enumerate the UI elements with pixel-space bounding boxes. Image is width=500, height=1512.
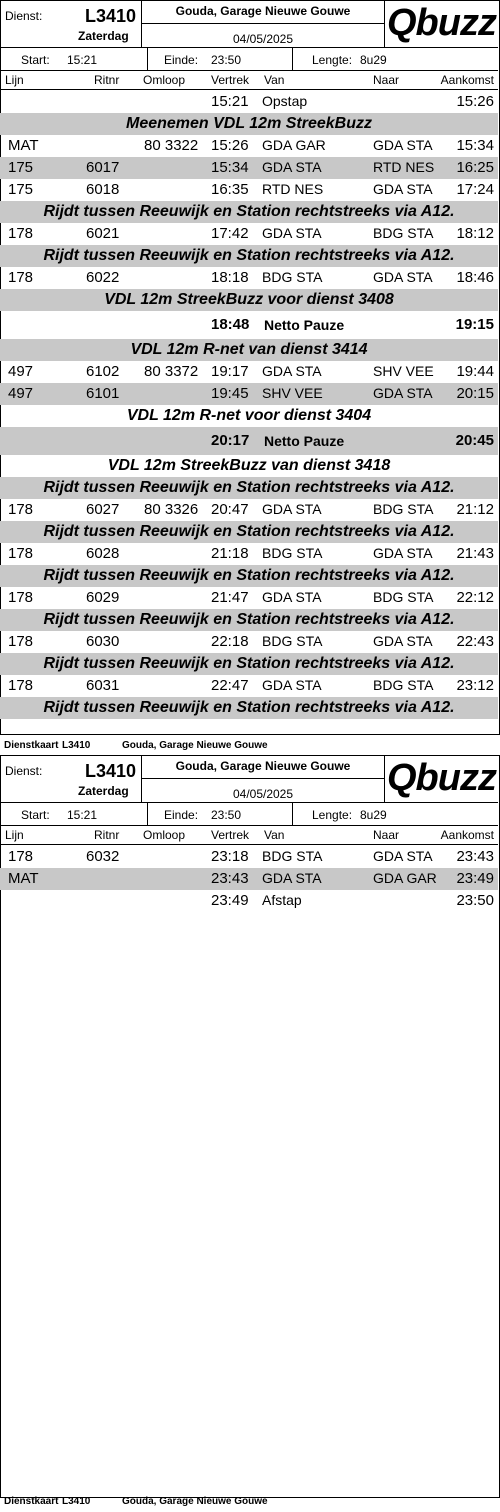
cell-ritnr: 6030 [86, 633, 120, 650]
trip-row [0, 675, 498, 697]
footer-location: Gouda, Garage Nieuwe Gouwe [122, 740, 268, 751]
cell-aankomst: 23:43 [456, 848, 494, 865]
cell-ritnr: 6032 [86, 848, 120, 865]
cell-naar: BDG STA [373, 677, 434, 693]
cell-lijn: 178 [8, 633, 34, 650]
cell-van: SHV VEE [262, 385, 323, 401]
location-title: Gouda, Garage Nieuwe Gouwe [142, 755, 384, 779]
cell-van: GDA STA [262, 870, 322, 886]
cell-vertrek: 21:18 [211, 545, 249, 562]
cell-omloop: 80 3372 [144, 363, 199, 380]
cell-naar: BDG STA [373, 225, 434, 241]
pause-end: 19:15 [455, 316, 494, 333]
pause-label: Netto Pauze [264, 317, 345, 333]
cell-van: GDA STA [262, 225, 322, 241]
pause-label: Netto Pauze [264, 433, 345, 449]
pause-row [0, 427, 498, 455]
note-row: Rijdt tussen Reeuwijk en Station rechtstreeks via A12. [0, 521, 498, 543]
trip-row [0, 135, 498, 157]
cell-aankomst: 18:46 [456, 269, 494, 286]
dienst-code: L3410 [85, 6, 137, 26]
page-footer [0, 740, 500, 754]
pause-start: 20:17 [211, 432, 250, 449]
lengte-value: 8u29 [360, 53, 387, 67]
cell-naar: RTD NES [373, 159, 435, 175]
cell-vertrek: 18:18 [211, 269, 249, 286]
trip-row [0, 631, 498, 653]
cell-van: BDG STA [262, 545, 323, 561]
cell-lijn: MAT [8, 870, 39, 887]
trip-row [0, 91, 498, 113]
trip-row [0, 890, 498, 912]
note-row: Rijdt tussen Reeuwijk en Station rechtstreeks via A12. [0, 565, 498, 587]
col-van: Van [264, 73, 285, 87]
cell-aankomst: 23:50 [456, 892, 494, 909]
shift-info-bar [0, 802, 498, 826]
col-vertrek: Vertrek [211, 828, 250, 842]
cell-ritnr: 6028 [86, 545, 120, 562]
einde-value: 23:50 [211, 808, 242, 822]
cell-van: BDG STA [262, 848, 323, 864]
cell-vertrek: 19:45 [211, 385, 249, 402]
cell-ritnr: 6101 [86, 385, 120, 402]
cell-aankomst: 20:15 [456, 385, 494, 402]
pause-start: 18:48 [211, 316, 250, 333]
cell-ritnr: 6021 [86, 225, 120, 242]
trip-row [0, 543, 498, 565]
cell-van: BDG STA [262, 269, 323, 285]
cell-ritnr: 6017 [86, 159, 120, 176]
cell-ritnr: 6031 [86, 677, 120, 694]
cell-aankomst: 21:12 [456, 501, 494, 518]
footer-label: Dienstkaart [4, 1496, 59, 1507]
note-row: Rijdt tussen Reeuwijk en Station rechtstreeks via A12. [0, 609, 498, 631]
cell-lijn: 175 [8, 181, 34, 198]
dienst-day: Zaterdag [78, 784, 129, 798]
cell-naar: GDA STA [373, 545, 433, 561]
cell-naar: BDG STA [373, 589, 434, 605]
trip-row [0, 223, 498, 245]
cell-aankomst: 23:12 [456, 677, 494, 694]
trip-row [0, 868, 498, 890]
cell-aankomst: 21:43 [456, 545, 494, 562]
cell-lijn: 497 [8, 385, 34, 402]
footer-label: Dienstkaart [4, 740, 59, 751]
trip-row [0, 179, 498, 201]
cell-vertrek: 17:42 [211, 225, 249, 242]
note-row: Rijdt tussen Reeuwijk en Station rechtstreeks via A12. [0, 653, 498, 675]
col-lijn: Lijn [5, 828, 24, 842]
footer-code: L3410 [62, 740, 91, 751]
col-naar: Naar [373, 73, 400, 87]
start-label: Start: [21, 808, 50, 822]
cell-vertrek: 23:43 [211, 870, 249, 887]
cell-van: GDA STA [262, 589, 322, 605]
page-footer [0, 1496, 500, 1510]
col-aankomst: Aankomst [440, 828, 494, 842]
footer-location: Gouda, Garage Nieuwe Gouwe [122, 1496, 268, 1507]
cell-van: GDA STA [262, 159, 322, 175]
shift-info-bar [0, 47, 498, 71]
cell-van: GDA STA [262, 363, 322, 379]
cell-aankomst: 22:12 [456, 589, 494, 606]
pause-row [0, 311, 498, 339]
cell-naar: GDA STA [373, 269, 433, 285]
cell-aankomst: 19:44 [456, 363, 494, 380]
cell-vertrek: 20:47 [211, 501, 249, 518]
cell-ritnr: 6102 [86, 363, 120, 380]
cell-lijn: 178 [8, 225, 34, 242]
col-van: Van [264, 828, 285, 842]
cell-vertrek: 23:49 [211, 892, 249, 909]
cell-ritnr: 6018 [86, 181, 120, 198]
lengte-label: Lengte: [312, 808, 353, 822]
note-row: Meenemen VDL 12m StreekBuzz [0, 113, 498, 135]
cell-naar: GDA STA [373, 633, 433, 649]
cell-lijn: 178 [8, 848, 34, 865]
cell-naar: GDA STA [373, 848, 433, 864]
trip-row [0, 267, 498, 289]
einde-label: Einde: [164, 808, 199, 822]
note-row: Rijdt tussen Reeuwijk en Station rechtstreeks via A12. [0, 477, 498, 499]
trip-row [0, 846, 498, 868]
trip-row [0, 499, 498, 521]
cell-vertrek: 23:18 [211, 848, 249, 865]
note-row: Rijdt tussen Reeuwijk en Station rechtstreeks via A12. [0, 245, 498, 267]
divider [292, 48, 293, 70]
qbuzz-logo: Qbuzz [387, 757, 496, 799]
trip-row [0, 157, 498, 179]
dienstkaart-page-1 [0, 0, 500, 735]
cell-naar: GDA STA [373, 385, 433, 401]
cell-lijn: MAT [8, 137, 39, 154]
divider [147, 48, 148, 70]
cell-vertrek: 15:21 [211, 93, 249, 110]
trip-row [0, 383, 498, 405]
cell-vertrek: 22:18 [211, 633, 249, 650]
start-value: 15:21 [67, 53, 98, 67]
cell-ritnr: 6027 [86, 501, 120, 518]
cell-vertrek: 15:34 [211, 159, 249, 176]
cell-van: Afstap [262, 892, 302, 908]
dienst-label: Dienst: [5, 764, 43, 778]
cell-aankomst: 15:26 [456, 93, 494, 110]
cell-van: BDG STA [262, 633, 323, 649]
cell-omloop: 80 3326 [144, 501, 199, 518]
page-header [0, 755, 498, 802]
start-value: 15:21 [67, 808, 98, 822]
col-omloop: Omloop [143, 73, 186, 87]
col-vertrek: Vertrek [211, 73, 250, 87]
column-header [0, 71, 498, 90]
qbuzz-logo: Qbuzz [387, 2, 496, 44]
cell-vertrek: 15:26 [211, 137, 249, 154]
cell-vertrek: 19:17 [211, 363, 249, 380]
note-row: Rijdt tussen Reeuwijk en Station rechtstreeks via A12. [0, 201, 498, 223]
cell-van: GDA GAR [262, 137, 326, 153]
column-header [0, 826, 498, 845]
trip-row [0, 587, 498, 609]
pause-end: 20:45 [455, 432, 494, 449]
cell-vertrek: 22:47 [211, 677, 249, 694]
divider [292, 803, 293, 825]
dienst-label: Dienst: [5, 9, 43, 23]
cell-aankomst: 17:24 [456, 181, 494, 198]
dienst-code: L3410 [85, 761, 137, 781]
cell-naar: GDA GAR [373, 870, 437, 886]
cell-lijn: 175 [8, 159, 34, 176]
cell-ritnr: 6022 [86, 269, 120, 286]
dienstkaart-page-2 [0, 755, 500, 1498]
cell-naar: GDA STA [373, 137, 433, 153]
cell-vertrek: 21:47 [211, 589, 249, 606]
cell-aankomst: 23:49 [456, 870, 494, 887]
cell-naar: BDG STA [373, 501, 434, 517]
dienst-day: Zaterdag [78, 29, 129, 43]
cell-van: GDA STA [262, 501, 322, 517]
page-header [0, 0, 498, 47]
col-ritnr: Ritnr [94, 828, 120, 842]
trip-row [0, 361, 498, 383]
note-row: Rijdt tussen Reeuwijk en Station rechtstreeks via A12. [0, 697, 498, 719]
cell-aankomst: 15:34 [456, 137, 494, 154]
cell-van: Opstap [262, 93, 308, 109]
lengte-label: Lengte: [312, 53, 353, 67]
cell-lijn: 178 [8, 677, 34, 694]
lengte-value: 8u29 [360, 808, 387, 822]
cell-naar: GDA STA [373, 181, 433, 197]
col-lijn: Lijn [5, 73, 24, 87]
note-row: VDL 12m R-net voor dienst 3404 [126, 407, 372, 424]
footer-code: L3410 [62, 1496, 91, 1507]
cell-lijn: 497 [8, 363, 34, 380]
einde-value: 23:50 [211, 53, 242, 67]
cell-van: RTD NES [262, 181, 324, 197]
start-label: Start: [21, 53, 50, 67]
divider [147, 803, 148, 825]
location-title: Gouda, Garage Nieuwe Gouwe [142, 0, 384, 24]
cell-lijn: 178 [8, 589, 34, 606]
col-ritnr: Ritnr [94, 73, 120, 87]
cell-lijn: 178 [8, 545, 34, 562]
cell-lijn: 178 [8, 269, 34, 286]
einde-label: Einde: [164, 53, 199, 67]
cell-vertrek: 16:35 [211, 181, 249, 198]
note-row: VDL 12m StreekBuzz voor dienst 3408 [0, 289, 498, 311]
service-date: 04/05/2025 [232, 787, 294, 801]
cell-ritnr: 6029 [86, 589, 120, 606]
col-omloop: Omloop [143, 828, 186, 842]
cell-lijn: 178 [8, 501, 34, 518]
service-date: 04/05/2025 [232, 32, 294, 46]
cell-naar: SHV VEE [373, 363, 434, 379]
col-naar: Naar [373, 828, 400, 842]
note-row: VDL 12m R-net van dienst 3414 [0, 339, 498, 361]
cell-aankomst: 16:25 [456, 159, 494, 176]
cell-aankomst: 18:12 [456, 225, 494, 242]
note-row: VDL 12m StreekBuzz van dienst 3418 [107, 457, 391, 474]
col-aankomst: Aankomst [440, 73, 494, 87]
cell-aankomst: 22:43 [456, 633, 494, 650]
cell-omloop: 80 3322 [144, 137, 199, 154]
cell-van: GDA STA [262, 677, 322, 693]
